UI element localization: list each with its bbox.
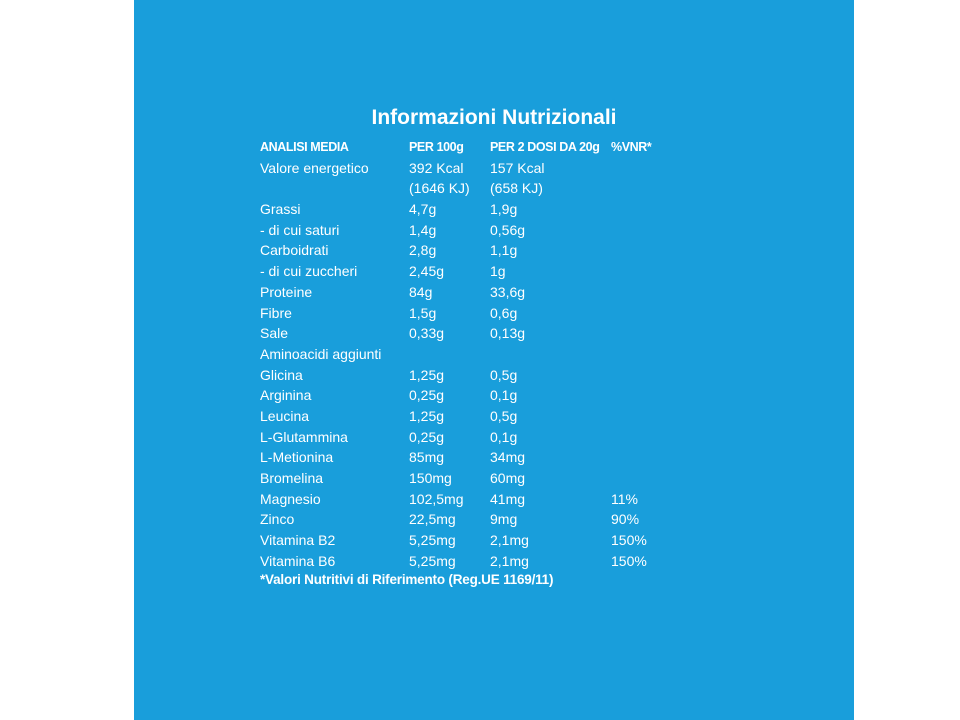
per-100g-value: 4,7g [409,201,437,218]
footnote: *Valori Nutritivi di Riferimento (Reg.UE 1169/11) [260,572,554,587]
per-2-dosi-value: (658 KJ) [490,180,543,197]
per-2-dosi-value: 0,56g [490,221,526,238]
per-100g-value: 22,5mg [409,511,456,528]
per-100g-value: 85mg [409,449,445,466]
per-100g-value: 2,45g [409,263,445,280]
nutrient-name: Vitamina B2 [260,532,336,549]
nutrient-name: Carboidrati [260,242,329,259]
per-2-dosi-value: 34mg [490,449,526,466]
slide [134,0,854,720]
per-2-dosi-value: 157 Kcal [490,159,545,176]
per-2-dosi-value: 60mg [490,470,526,486]
per-2-dosi-value: 0,1g [490,387,518,404]
per-100g-value: 2,8g [409,242,437,259]
nutrient-name: - di cui zuccheri [260,263,358,280]
per-2-dosi-value: 2,1mg [490,532,529,549]
per-100g-value: 5,25mg [409,552,456,569]
per-2-dosi-value: 1,9g [490,201,518,218]
per-2-dosi-value: 9mg [490,511,518,528]
per-2-dosi-value: 0,13g [490,325,526,342]
nutrient-name: Arginina [260,387,312,404]
nutrient-name: L-Metionina [260,449,334,466]
nutrient-name: Glicina [260,366,303,383]
per-100g-value: 1,25g [409,407,445,424]
per-2-dosi-value: 0,1g [490,428,518,445]
nutrient-name: Bromelina [260,470,324,486]
per-2-dosi-value: 41mg [490,490,526,507]
nutrient-name: - di cui saturi [260,221,340,238]
page-title: Informazioni Nutrizionali [371,106,617,129]
vnr-value: 150% [611,552,647,569]
vnr-value: 11% [611,490,638,507]
per-100g-value: 392 Kcal [409,159,464,176]
nutrient-name: Proteine [260,283,313,300]
per-100g-value: 5,25mg [409,532,456,549]
header-analisi-media: ANALISI MEDIA [260,140,349,154]
per-2-dosi-value: 1,1g [490,242,518,259]
nutrient-name: L-Glutammina [260,428,348,445]
per-100g-value: 1,5g [409,304,437,321]
nutrient-name: Grassi [260,201,301,218]
nutrient-name: Vitamina B6 [260,552,336,569]
per-100g-value: 150mg [409,470,452,486]
nutrient-name: Zinco [260,511,295,528]
per-100g-value: (1646 KJ) [409,180,470,197]
header-vnr: %VNR* [611,140,652,154]
per-100g-value: 1,25g [409,366,445,383]
header-per-100g: PER 100g [409,140,464,154]
per-100g-value: 0,25g [409,387,445,404]
nutrient-name: Magnesio [260,490,321,507]
per-100g-value: 0,25g [409,428,445,445]
nutrient-name: Leucina [260,407,310,424]
per-2-dosi-value: 33,6g [490,283,526,300]
per-2-dosi-value: 0,6g [490,304,518,321]
per-2-dosi-value: 1g [490,263,506,280]
per-100g-value: 102,5mg [409,490,464,507]
per-100g-value: 0,33g [409,325,445,342]
nutrient-name: Sale [260,325,289,342]
per-2-dosi-value: 0,5g [490,407,518,424]
per-2-dosi-value: 0,5g [490,366,518,383]
per-100g-value: 84g [409,283,433,300]
nutrient-name: Aminoacidi aggiunti [260,345,382,362]
header-per-2-dosi: PER 2 DOSI DA 20g [490,140,600,154]
nutrient-name: Fibre [260,304,292,321]
per-2-dosi-value: 2,1mg [490,552,529,569]
vnr-value: 150% [611,532,647,549]
per-100g-value: 1,4g [409,221,437,238]
nutrient-name: Valore energetico [260,159,369,176]
vnr-value: 90% [611,511,640,528]
